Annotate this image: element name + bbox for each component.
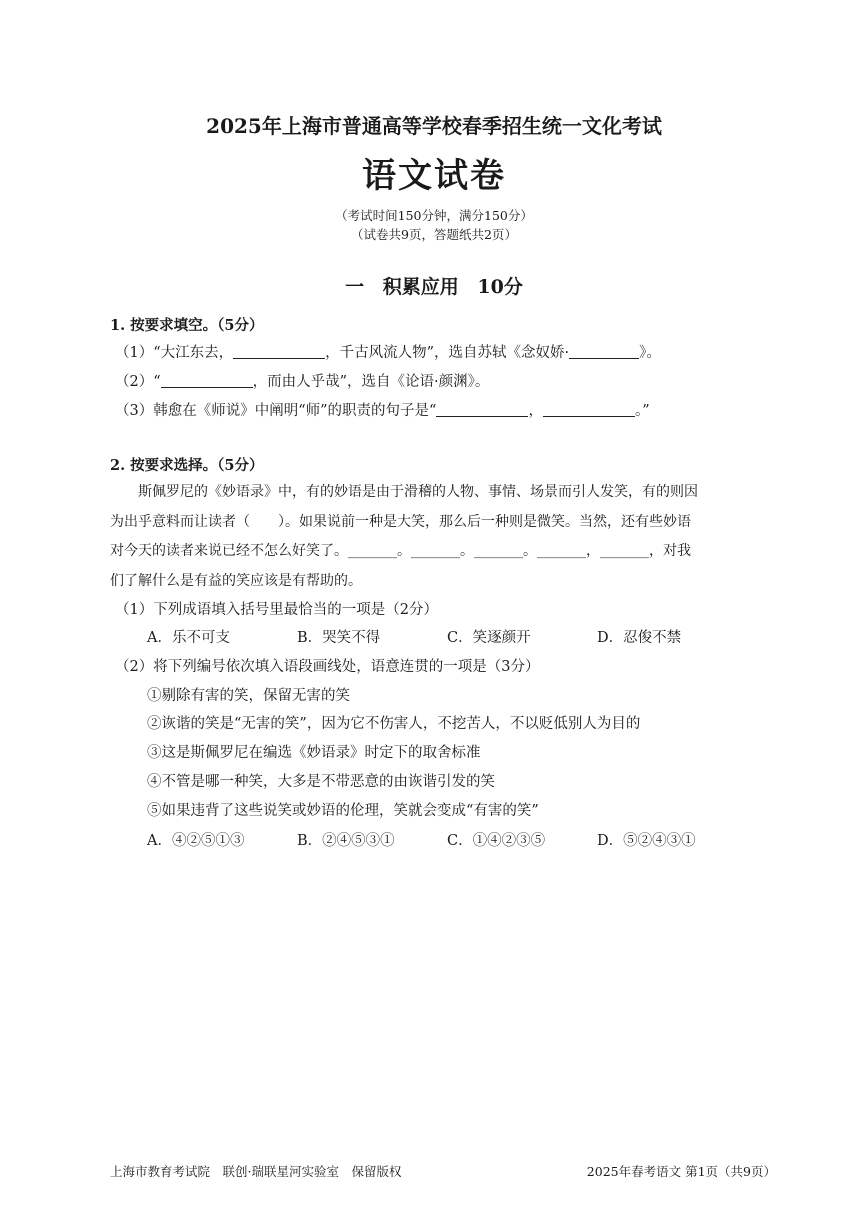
passage-line: 们了解什么是有益的笑应该是有帮助的。 <box>110 572 362 589</box>
question-1-line-1 <box>115 341 661 362</box>
q1-line2-text-a: （2）“ <box>115 374 161 390</box>
section-number: 一 <box>345 276 365 298</box>
q1-line1-text-b: ，千古风流人物”，选自苏轼《念奴娇· <box>325 345 570 361</box>
sentence-item-2: ②诙谐的笑是“无害的笑”，因为它不伤害人，不挖苦人，不以贬低别人为目的 <box>147 716 641 732</box>
option-c[interactable]: C．①④②③⑤ <box>447 833 546 849</box>
option-a[interactable]: A．乐不可支 <box>147 630 230 646</box>
q1-line3-text-b: ， <box>528 403 543 419</box>
option-b[interactable]: B．②④⑤③① <box>297 833 395 849</box>
sub-question-2: （2）将下列编号依次填入语段画线处，语意连贯的一项是（3分） <box>115 659 540 675</box>
footer-page-number: 2025年春考语文 第1页（共9页） <box>586 1164 776 1179</box>
page-count-note: （试卷共9页，答题纸共2页） <box>351 227 517 242</box>
passage-line: 对今天的读者来说已经不怎么好笑了。_______。_______。_______。_______，_______，对我 <box>110 543 691 559</box>
q1-line1-text-a: （1）“大江东去， <box>115 345 234 361</box>
sub-question-1-options <box>147 626 747 647</box>
option-c[interactable]: C．笑逐颜开 <box>447 630 531 646</box>
sentence-item-3: ③这是斯佩罗尼在编选《妙语录》时定下的取舍标准 <box>147 745 481 761</box>
passage-line: 为出乎意料而让读者（ ）。如果说前一种是大笑，那么后一种则是微笑。当然，还有些妙语 <box>110 513 691 530</box>
exam-duration-note: （考试时间150分钟，满分150分） <box>335 208 533 223</box>
question-2-heading: 2. 按要求选择。（5分） <box>110 457 264 474</box>
q1-line1-text-c: 》。 <box>639 345 661 361</box>
answer-blank[interactable] <box>233 342 325 359</box>
footer-copyright: 上海市教育考试院 联创·瑞联星河实验室 保留版权 <box>110 1164 402 1179</box>
q1-line3-text-a: （3）韩愈在《师说》中阐明“师”的职责的句子是“ <box>115 403 437 419</box>
answer-blank[interactable] <box>436 400 528 417</box>
exam-title: 2025年上海市普通高等学校春季招生统一文化考试 <box>206 114 662 138</box>
question-2-passage <box>110 478 760 596</box>
question-1-line-3 <box>115 399 650 420</box>
q1-line3-text-c: 。” <box>634 403 650 419</box>
section-heading <box>0 272 868 299</box>
option-d[interactable]: D．忍俊不禁 <box>597 630 682 646</box>
answer-blank[interactable] <box>569 342 639 359</box>
sentence-item-1: ①剔除有害的笑，保留无害的笑 <box>147 688 350 704</box>
sub-question-2-options <box>147 829 747 850</box>
answer-blank[interactable] <box>161 371 253 388</box>
sentence-item-5: ⑤如果违背了这些说笑或妙语的伦理，笑就会变成“有害的笑” <box>147 803 539 819</box>
passage-line: 斯佩罗尼的《妙语录》中，有的妙语是由于滑稽的人物、事情、场景而引人发笑，有的则因 <box>110 484 698 500</box>
sub-question-1: （1）下列成语填入括号里最恰当的一项是（2分） <box>115 602 438 618</box>
option-b[interactable]: B．哭笑不得 <box>297 630 381 646</box>
question-1-heading: 1. 按要求填空。（5分） <box>110 317 264 334</box>
q1-line2-text-b: ，而由人乎哉”，选自《论语·颜渊》。 <box>252 374 490 390</box>
option-d[interactable]: D．⑤②④③① <box>597 833 696 849</box>
section-name: 积累应用 <box>382 276 459 298</box>
section-score: 10分 <box>477 276 523 298</box>
question-1-line-2 <box>115 370 489 391</box>
answer-blank[interactable] <box>543 400 635 417</box>
option-a[interactable]: A．④②⑤①③ <box>147 833 245 849</box>
sentence-item-4: ④不管是哪一种笑，大多是不带恶意的由诙谐引发的笑 <box>147 774 495 790</box>
document-title: 语文试卷 <box>362 156 506 196</box>
